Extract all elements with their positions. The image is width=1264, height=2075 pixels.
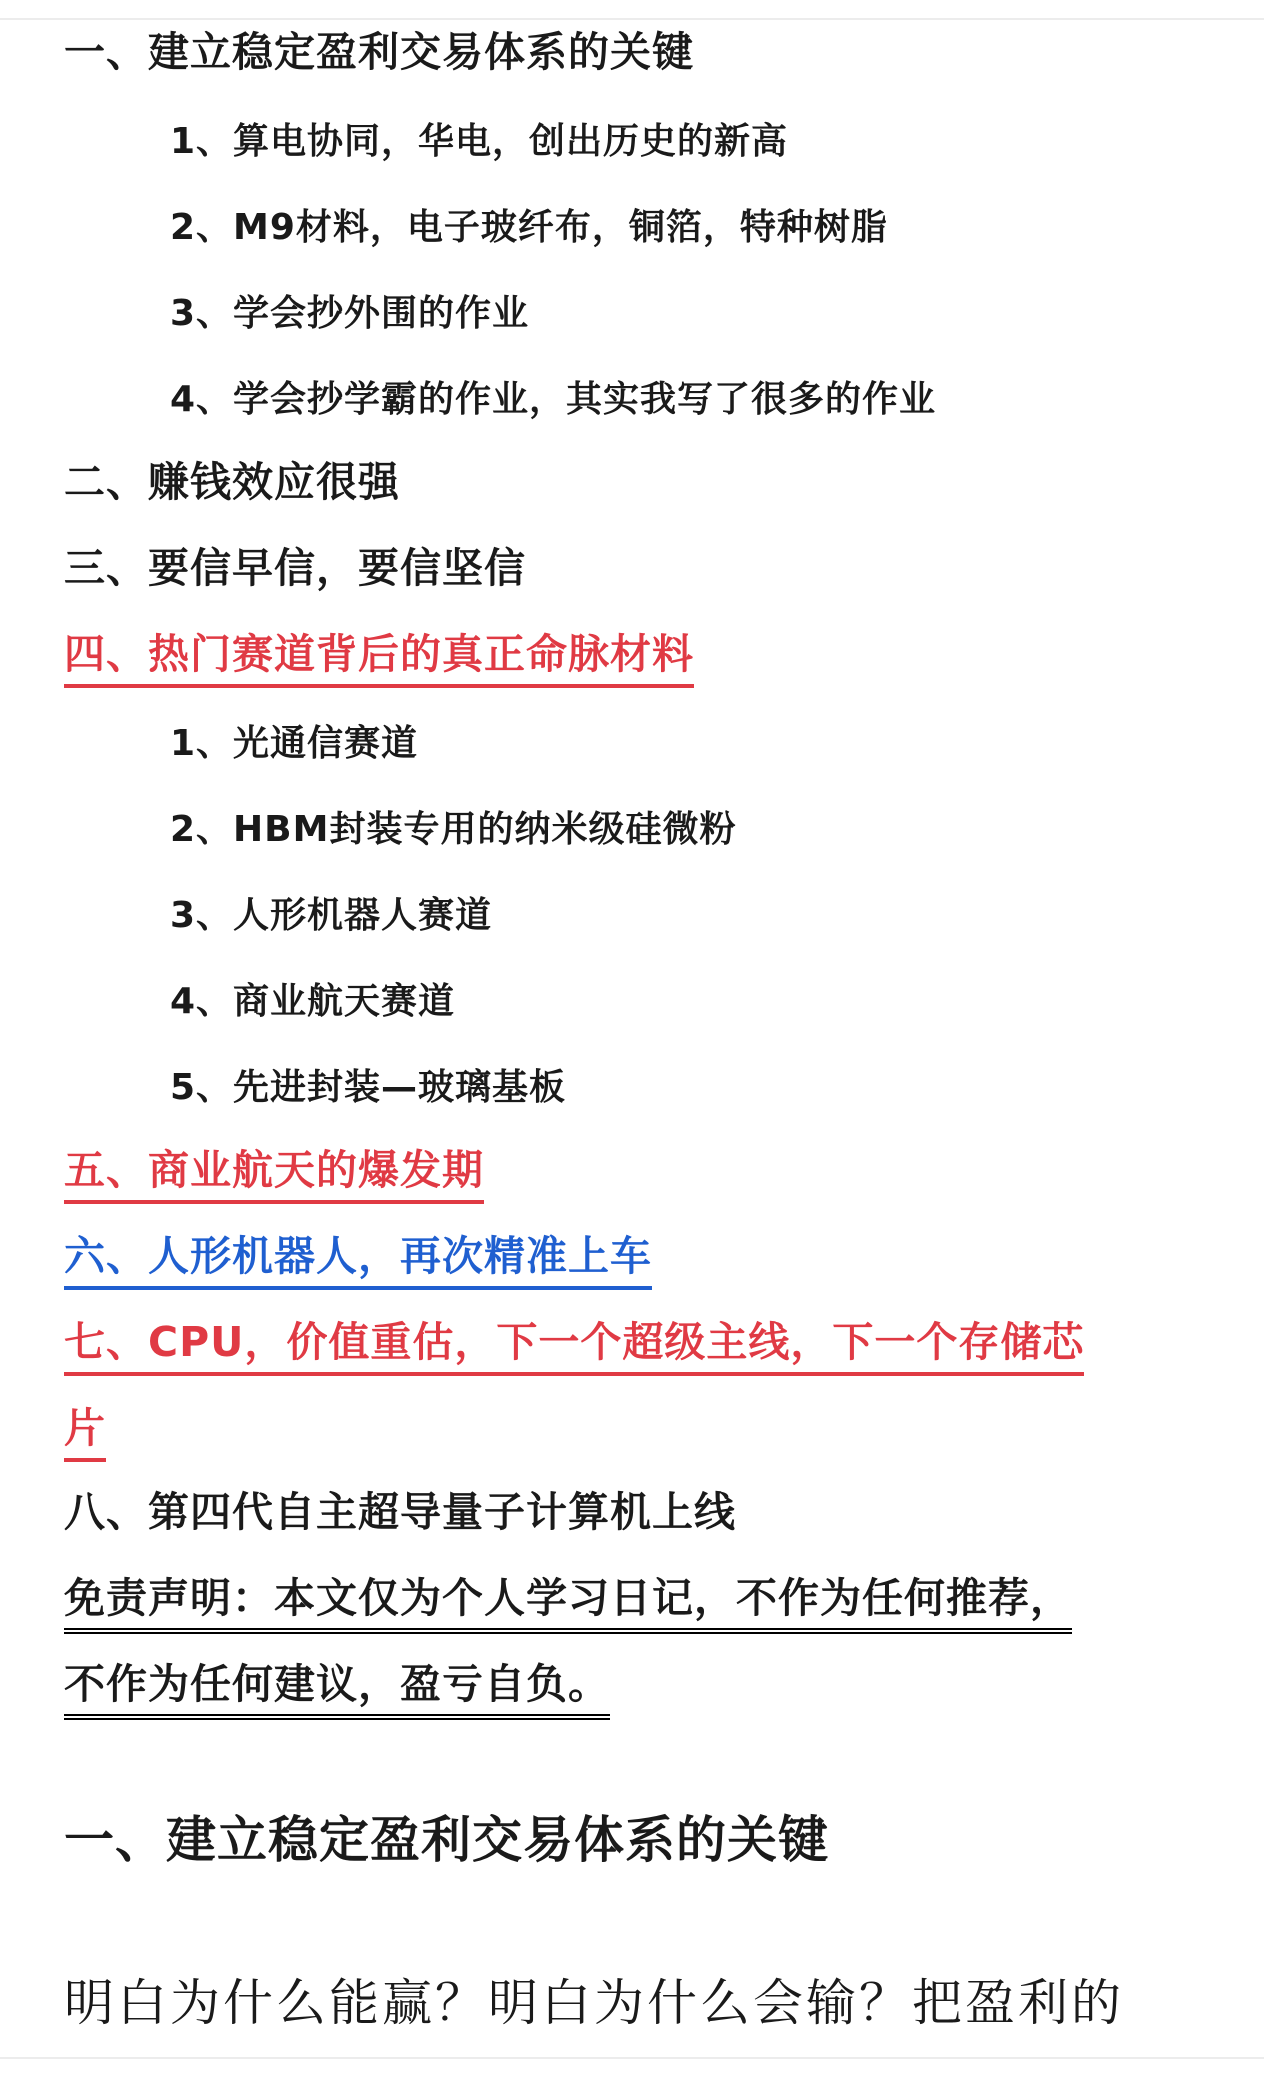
outline-item-1-sub-4: 4、学会抄学霸的作业，其实我写了很多的作业 — [170, 379, 937, 420]
disclaimer-line-2: 不作为任何建议，盈亏自负。 — [64, 1656, 610, 1720]
outline-item-4-sub-4: 4、商业航天赛道 — [170, 981, 456, 1022]
outline-item-4-sub-1: 1、光通信赛道 — [170, 723, 419, 764]
outline-item-1-sub-2: 2、M9材料，电子玻纤布，铜箔，特种树脂 — [170, 207, 888, 248]
outline-item-7-line-1: 七、CPU，价值重估，下一个超级主线，下一个存储芯 — [64, 1314, 1084, 1376]
outline-item-5: 五、商业航天的爆发期 — [64, 1142, 484, 1204]
outline-item-7-line-2: 片 — [64, 1400, 106, 1462]
outline-item-1-sub-3: 3、学会抄外围的作业 — [170, 293, 530, 334]
outline-item-4-sub-2: 2、HBM封装专用的纳米级硅微粉 — [170, 809, 737, 850]
outline-item-4-sub-5: 5、先进封装—玻璃基板 — [170, 1067, 567, 1108]
body-paragraph: 明白为什么能赢？明白为什么会输？把盈利的 — [64, 1974, 1124, 2032]
outline-item-1: 一、建立稳定盈利交易体系的关键 — [64, 28, 694, 76]
outline-item-6: 六、人形机器人，再次精准上车 — [64, 1228, 652, 1290]
outline-item-8: 八、第四代自主超导量子计算机上线 — [64, 1488, 736, 1536]
outline-item-4-sub-3: 3、人形机器人赛道 — [170, 895, 493, 936]
outline-item-1-sub-1: 1、算电协同，华电，创出历史的新高 — [170, 121, 789, 162]
section-heading: 一、建立稳定盈利交易体系的关键 — [64, 1811, 829, 1869]
outline-item-2: 二、赚钱效应很强 — [64, 458, 400, 506]
outline-item-3: 三、要信早信，要信坚信 — [64, 544, 526, 592]
disclaimer-line-1: 免责声明：本文仅为个人学习日记，不作为任何推荐， — [64, 1570, 1072, 1634]
outline-item-4: 四、热门赛道背后的真正命脉材料 — [64, 626, 694, 688]
bottom-divider — [0, 2057, 1264, 2059]
top-divider — [0, 18, 1264, 20]
